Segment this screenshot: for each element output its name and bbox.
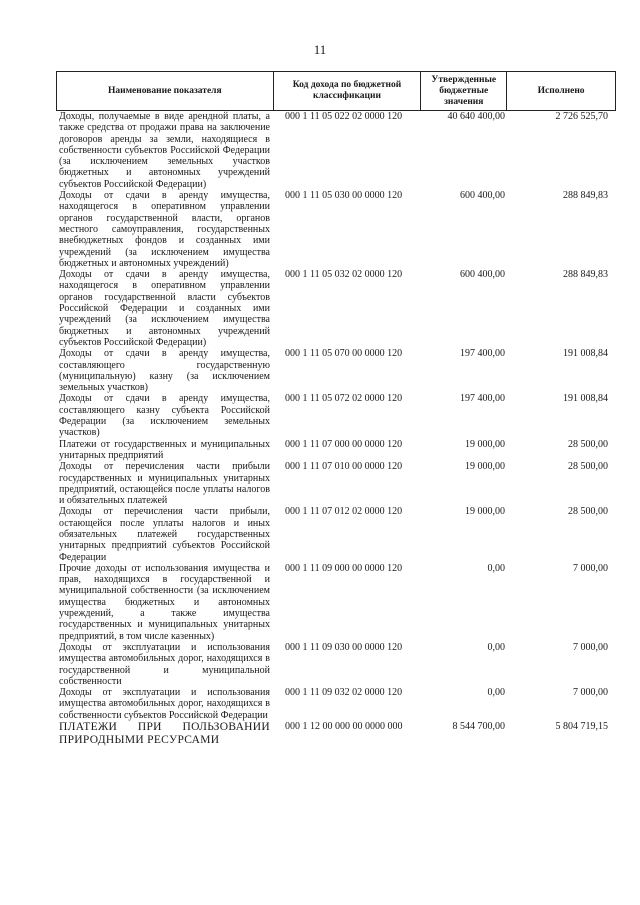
row-code: 000 1 12 00 000 00 0000 000 [285,721,403,733]
header-code: Код дохода по бюджетной классификации [274,72,422,110]
row-executed: 28 500,00 [568,506,608,518]
row-approved: 0,00 [487,687,505,699]
row-approved: 19 000,00 [465,506,505,518]
row-code: 000 1 11 09 032 02 0000 120 [285,687,403,699]
page-number: 11 [313,42,327,57]
row-name: Доходы от перечисления части прибыли государственных и муниципальных унитарных предприятий, остающейся после уплаты налогов и обязательных платежей [59,461,270,507]
row-code: 000 1 11 05 072 02 0000 120 [285,393,403,405]
row-executed: 28 500,00 [568,438,608,450]
row-approved: 19 000,00 [465,438,505,450]
row-approved: 0,00 [487,562,505,574]
header-executed: Исполнено [507,72,616,110]
row-name: Платежи от государственных и муниципальных унитарных предприятий [59,438,270,461]
row-executed: 191 008,84 [563,393,608,405]
row-name: Прочие доходы от использования имущества и прав, находящихся в государственной и муниципальной собственности (за исключением имущества бюджетных и автономных учреждений, а также имущества государственных и муниципальных унитарных предприятий, в том числе казенных) [59,562,270,642]
row-name: Доходы от перечисления части прибыли, остающейся после уплаты налогов и иных обязательных платежей государственных унитарных предприятий субъектов Российской Федерации [59,506,270,563]
row-executed: 7 000,00 [573,687,608,699]
row-code: 000 1 11 07 010 00 0000 120 [285,461,403,473]
row-name: Доходы от сдачи в аренду имущества, составляющего казну субъекта Российской Федерации (за исключением земельных участков) [59,393,270,439]
row-executed: 288 849,83 [563,269,608,281]
row-approved: 19 000,00 [465,461,505,473]
row-executed: 2 726 525,70 [555,111,608,122]
budget-table [56,71,616,746]
table-row [56,439,616,462]
table-row [56,687,616,721]
row-executed: 5 804 719,15 [555,721,608,733]
table-header [56,71,616,111]
row-approved: 40 640 400,00 [447,111,505,122]
row-name: Доходы от сдачи в аренду имущества, составляющего государственную (муниципальную) казну (за исключением земельных участков) [59,348,270,394]
row-approved: 8 544 700,00 [452,721,505,733]
row-executed: 28 500,00 [568,461,608,473]
header-name: Наименование показателя [57,72,274,110]
row-name: Доходы, получаемые в виде арендной платы, а также средства от продажи права на заключение договоров аренды за земли, находящиеся в собственности субъектов Российской Федерации (за исключением земельных участков бюджетных и автономных учреждений субъектов Российской Федерации) [59,111,270,190]
header-approved: Утвержденные бюджетные значения [421,72,507,110]
row-name: Доходы от сдачи в аренду имущества, находящегося в оперативном управлении органов государственной власти субъектов Российской Федерации и созданных ими учреждений (за исключением имущества бюджетных и автономных учреждений субъектов Российской Федерации) [59,269,270,348]
table-row [56,348,616,393]
table-row [56,269,616,348]
row-name: Доходы от эксплуатации и использования имущества автомобильных дорог, находящихся в государственной и муниципальной собственности [59,641,270,687]
row-code: 000 1 11 07 012 02 0000 120 [285,506,403,518]
row-executed: 7 000,00 [573,641,608,653]
row-code: 000 1 11 05 032 02 0000 120 [285,269,403,281]
row-code: 000 1 11 07 000 00 0000 120 [285,438,403,450]
row-approved: 197 400,00 [460,348,505,360]
table-row [56,111,616,190]
table-row [56,563,616,642]
row-approved: 600 400,00 [460,190,505,202]
table-row [56,506,616,562]
row-approved: 600 400,00 [460,269,505,281]
table-row [56,461,616,506]
row-approved: 197 400,00 [460,393,505,405]
row-name: Доходы от сдачи в аренду имущества, находящегося в оперативном управлении органов государственной власти, органов местного самоуправления, государственных внебюджетных фондов и созданных ими учреждений (за исключением имущества бюджетных и автономных учреждений) [59,190,270,269]
row-approved: 0,00 [487,641,505,653]
row-name: ПЛАТЕЖИ ПРИ ПОЛЬЗОВАНИИ ПРИРОДНЫМИ РЕСУРСАМИ [59,721,270,746]
row-executed: 191 008,84 [563,348,608,360]
row-code: 000 1 11 05 022 02 0000 120 [285,111,403,122]
row-code: 000 1 11 05 030 00 0000 120 [285,190,403,202]
row-code: 000 1 11 05 070 00 0000 120 [285,348,403,360]
table-row-section [56,721,616,746]
row-executed: 288 849,83 [563,190,608,202]
table-row [56,642,616,687]
table-row [56,393,616,438]
table-row [56,190,616,269]
row-code: 000 1 11 09 030 00 0000 120 [285,641,403,653]
row-name: Доходы от эксплуатации и использования имущества автомобильных дорог, находящихся в собственности субъектов Российской Федерации [59,687,270,721]
row-executed: 7 000,00 [573,562,608,574]
table-body [56,111,616,746]
row-code: 000 1 11 09 000 00 0000 120 [285,562,403,574]
